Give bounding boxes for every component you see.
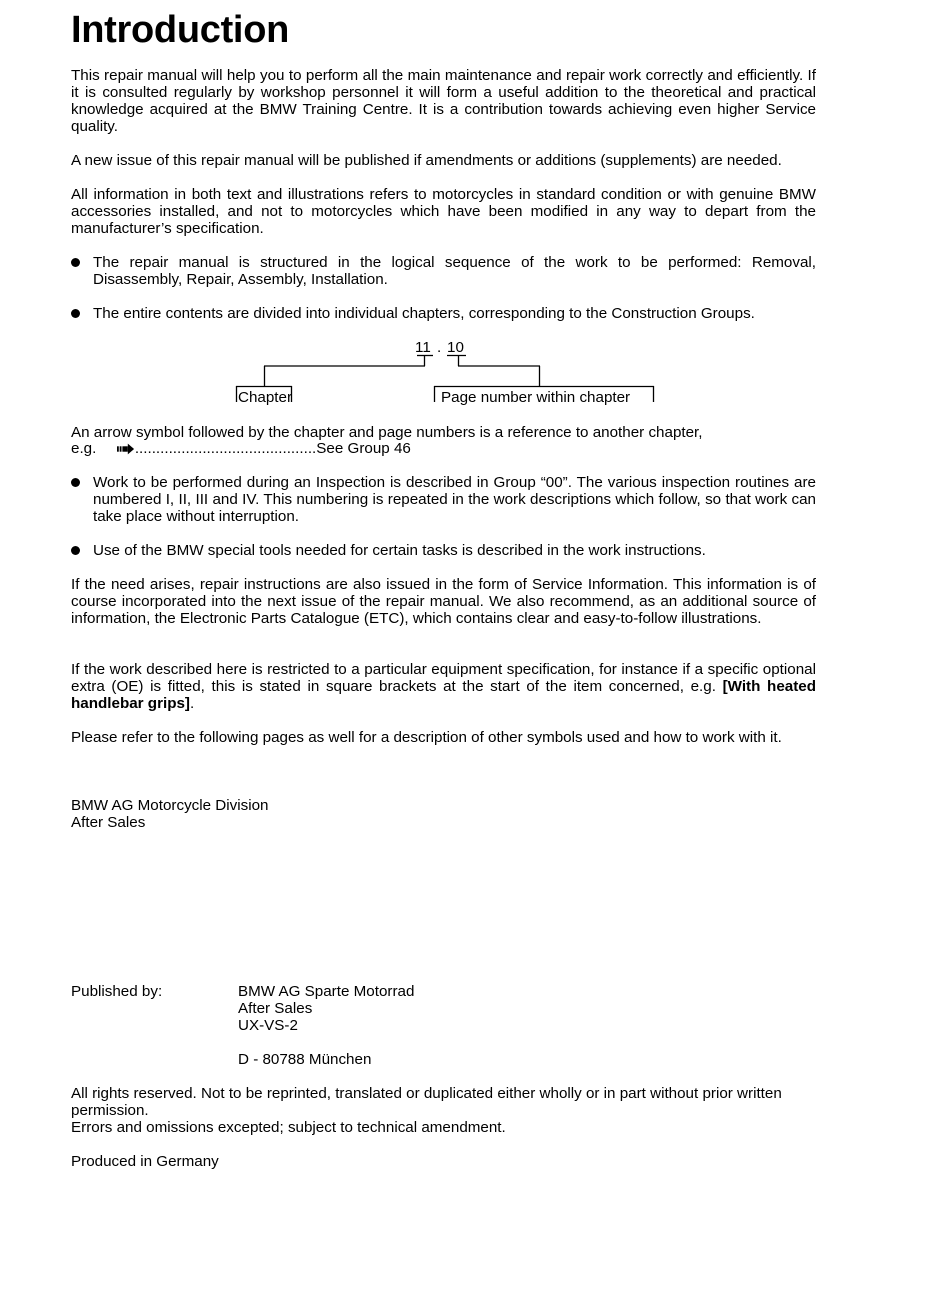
publisher-label: Published by: [71, 983, 163, 1000]
reference-target: See Group 46 [316, 440, 411, 457]
publisher-line-1: BMW AG Sparte Motorrad [238, 983, 415, 1000]
rights-block [71, 1085, 816, 1136]
equipment-text: If the work described here is restricted to a particular equipment specification, for instance if a specific optional extra (OE) is fitted, this is stated in square brackets at the start of the item concerned, e.g. [71, 661, 816, 695]
produced-in: Produced in Germany [71, 1153, 219, 1170]
arrow-reference-example [71, 440, 816, 457]
bullet-icon [71, 546, 80, 555]
bullet-icon [71, 478, 80, 487]
list-item-text: Work to be performed during an Inspection is described in Group “00”. The various inspection routines are numbered I, II, III and IV. This numbering is repeated in the work descriptions which follow, so that work can take place without interruption. [93, 474, 816, 525]
equipment-period: . [190, 695, 195, 712]
diagram-lines [0, 0, 950, 420]
reference-dots: ........................................... [134, 440, 317, 457]
rights-line-1: All rights reserved. Not to be reprinted, translated or duplicated either wholly or in part without prior written permission. [71, 1085, 782, 1119]
signature-line-1: BMW AG Motorcycle Division [71, 797, 269, 814]
standard-condition-paragraph: All information in both text and illustrations refers to motorcycles in standard condition or with genuine BMW accessories installed, and not to motorcycles which have been modified in any way to depart from the manufacturer’s specification. [71, 186, 816, 237]
intro-paragraph: This repair manual will help you to perform all the main maintenance and repair work correctly and efficiently. If it is consulted regularly by workshop personnel it will form a useful addition to the theoretical and practical knowledge acquired at the BMW Training Centre. It is a contribution towards achieving even higher Service quality. [71, 67, 816, 135]
publisher-address [238, 983, 738, 1068]
publisher-line-2: After Sales [238, 1000, 313, 1017]
page-title: Introduction [71, 9, 290, 51]
new-issue-paragraph: A new issue of this repair manual will be published if amendments or additions (supplements) are needed. [71, 152, 782, 169]
publisher-line-4: D - 80788 München [238, 1051, 372, 1068]
example-prefix: e.g. [71, 440, 97, 457]
page-number: 10 [447, 339, 464, 356]
list-item-text: Use of the BMW special tools needed for certain tasks is described in the work instructions. [93, 542, 706, 559]
list-item-text: The entire contents are divided into individual chapters, corresponding to the Construction Groups. [93, 305, 755, 322]
number-separator: . [437, 339, 442, 356]
rights-line-2: Errors and omissions excepted; subject to technical amendment. [71, 1119, 506, 1136]
list-item-text: The repair manual is structured in the logical sequence of the work to be performed: Removal, Disassembly, Repair, Assembly, Installation. [93, 254, 816, 288]
signature-block [71, 797, 816, 831]
equipment-example: [With heated handlebar grips] [71, 678, 816, 712]
signature-line-2: After Sales [71, 814, 146, 831]
arrow-right-icon [117, 443, 135, 455]
chapter-label: Chapter [238, 389, 293, 406]
service-information-paragraph: If the need arises, repair instructions are also issued in the form of Service Information. This information is of course incorporated into the next issue of the repair manual. We also recommend, as an additional source of information, the Electronic Parts Catalogue (ETC), which contains clear and easy-to-follow illustrations. [71, 576, 816, 627]
arrow-reference-text: An arrow symbol followed by the chapter and page numbers is a reference to another chapter, [71, 424, 703, 441]
chapter-number: 11 [415, 339, 431, 356]
publisher-line-3: UX-VS-2 [238, 1017, 298, 1034]
refer-paragraph: Please refer to the following pages as well for a description of other symbols used and how to work with it. [71, 729, 782, 746]
equipment-paragraph [71, 661, 816, 712]
page-number-label: Page number within chapter [441, 389, 631, 406]
